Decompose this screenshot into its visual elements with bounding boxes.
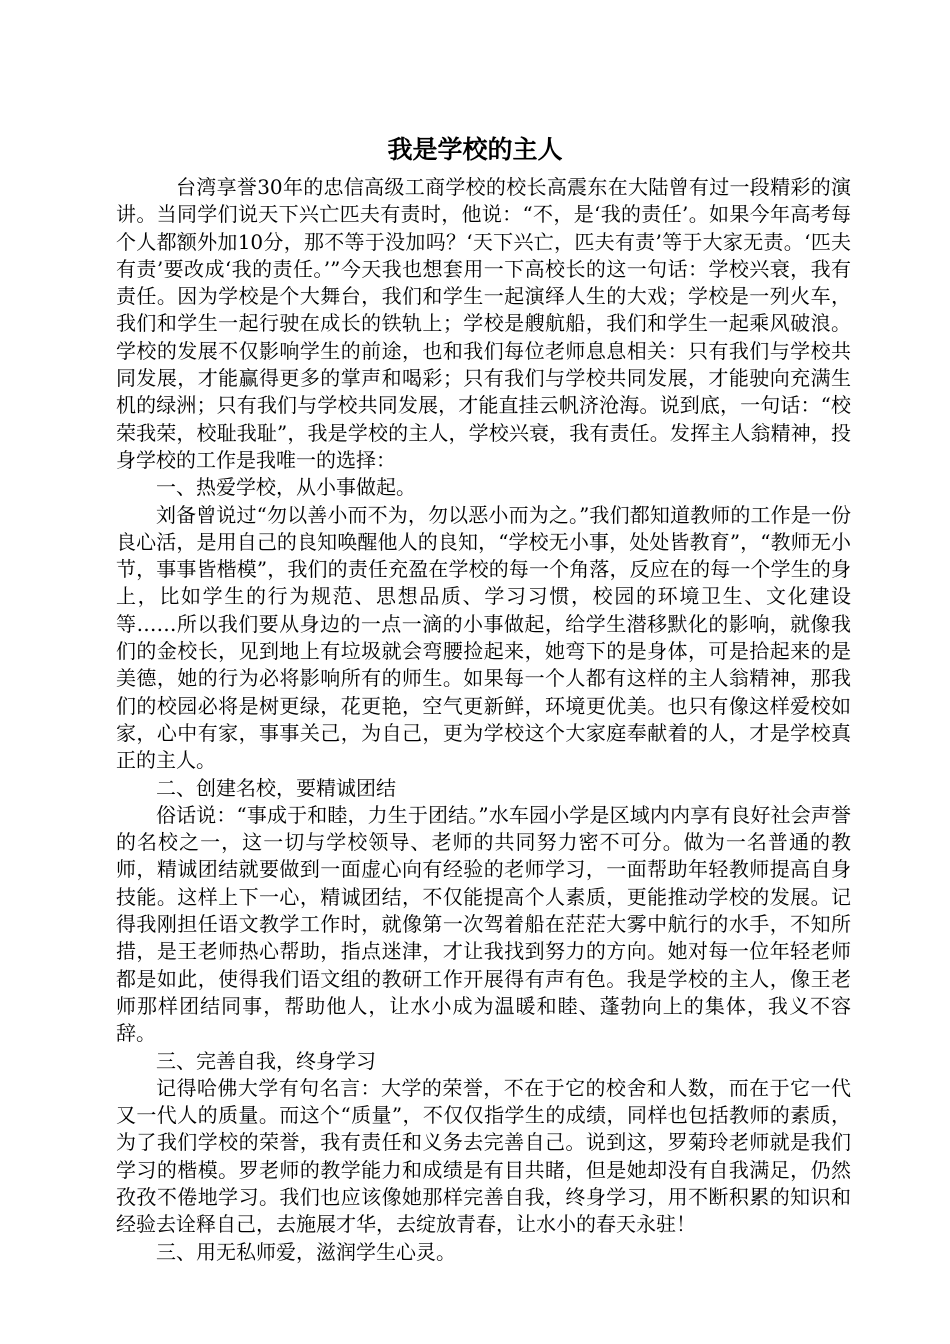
paragraph-section-1: 刘备曾说过“勿以善小而不为，勿以恶小而为之。”我们都知道教师的工作是一份良心活，是用自己的良知唤醒他人的良知，“学校无小事，处处皆教育”，“教师无小节，事事皆楷模”，我们的责任充盈在学校的每一个角落，反应在的每一个学生的身上，比如学生的行为规范、思想品质、学习习惯，校园的环境卫生、文化建设等……所以我们要从身边的一点一滴的小事做起，给学生潜移默化的影响，就像我们的金校长，见到地上有垃圾就会弯腰捡起来，她弯下的是身体，可是拾起来的是美德，她的行为必将影响所有的师生。如果每一个人都有这样的主人翁精神，那我们的校园必将是树更绿，花更艳，空气更新鲜，环境更优美。也只有像这样爱校如家，心中有家，事事关己，为自己，更为学校这个大家庭奉献着的人，才是学校真正的主人。: [116, 502, 851, 773]
document-body: [116, 174, 851, 1266]
section-heading-1: 一、热爱学校，从小事做起。: [156, 475, 416, 500]
section-heading-4: 三、用无私师爱，滋润学生心灵。: [156, 1239, 456, 1264]
section-heading-3: 三、完善自我，终身学习: [156, 1048, 376, 1073]
paragraph-section-3: 记得哈佛大学有句名言：大学的荣誉，不在于它的校舍和人数，而在于它一代又一代人的质量。而这个“质量”，不仅仅指学生的成绩，同样也包括教师的素质，为了我们学校的荣誉，我有责任和义务去完善自己。说到这，罗菊玲老师就是我们学习的楷模。罗老师的教学能力和成绩是有目共睹，但是她却没有自我满足，仍然孜孜不倦地学习。我们也应该像她那样完善自我，终身学习，用不断积累的知识和经验去诠释自己，去施展才华，去绽放青春，让水小的春天永驻！: [116, 1075, 851, 1237]
section-heading-2: 二、创建名校，要精诚团结: [156, 775, 396, 800]
paragraph-intro: 台湾享誉30年的忠信高级工商学校的校长高震东在大陆曾有过一段精彩的演讲。当同学们说天下兴亡匹夫有责时，他说：“不，是‘我的责任’。如果今年高考每个人都额外加10分，那不等于没加吗？‘天下兴亡，匹夫有责’等于大家无责。‘匹夫有责’要改成‘我的责任。’”今天我也想套用一下高校长的这一句话：学校兴衰，我有责任。因为学校是个大舞台，我们和学生一起演绎人生的大戏；学校是一列火车，我们和学生一起行驶在成长的铁轨上；学校是艘航船，我们和学生一起乘风破浪。学校的发展不仅影响学生的前途，也和我们每位老师息息相关：只有我们与学校共同发展，才能赢得更多的掌声和喝彩；只有我们与学校共同发展，才能驶向充满生机的绿洲；只有我们与学校共同发展，才能直挂云帆济沧海。说到底，一句话：“校荣我荣，校耻我耻”，我是学校的主人，学校兴衰，我有责任。发挥主人翁精神，投身学校的工作是我唯一的选择：: [116, 175, 851, 472]
paragraph-section-2: 俗话说：“事成于和睦，力生于团结。”水车园小学是区域内内享有良好社会声誉的名校之一，这一切与学校领导、老师的共同努力密不可分。做为一名普通的教师，精诚团结就要做到一面虚心向有经验的老师学习，一面帮助年轻教师提高自身技能。这样上下一心，精诚团结，不仅能提高个人素质，更能推动学校的发展。记得我刚担任语文教学工作时，就像第一次驾着船在茫茫大雾中航行的水手，不知所措，是王老师热心帮助，指点迷津，才让我找到努力的方向。她对每一位年轻老师都是如此，使得我们语文组的教研工作开展得有声有色。我是学校的主人，像王老师那样团结同事，帮助他人，让水小成为温暖和睦、蓬勃向上的集体，我义不容辞。: [116, 802, 851, 1046]
document-title: 我是学校的主人: [387, 135, 563, 164]
